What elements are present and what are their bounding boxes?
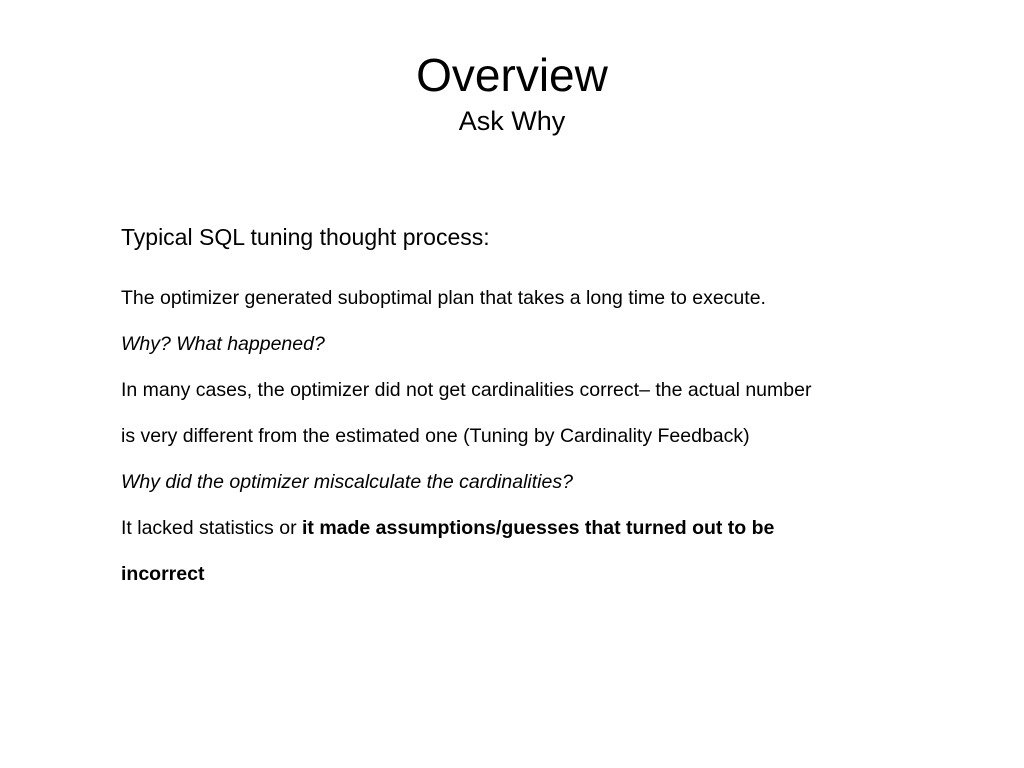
title-block [0,46,1024,138]
slide-title: Overview [416,49,608,101]
body-line-conclusion [121,505,981,551]
body-line-1: The optimizer generated suboptimal plan that takes a long time to execute. [121,287,766,309]
body-line-final [121,551,981,597]
slide-body [121,220,981,597]
body-line-4: is very different from the estimated one (Tuning by Cardinality Feedback) [121,425,750,447]
conclusion-plain-text: It lacked statistics or [121,517,302,539]
slide-subtitle: Ask Why [458,106,566,136]
intro-text: Typical SQL tuning thought process: [121,224,490,250]
body-line-3: In many cases, the optimizer did not get cardinalities correct– the actual number [121,379,812,401]
final-bold-text: incorrect [121,563,205,585]
body-line-question-2: Why did the optimizer miscalculate the cardinalities? [121,471,573,493]
body-line-question-1: Why? What happened? [121,333,325,355]
conclusion-bold-text: it made assumptions/guesses that turned out to be [301,517,775,539]
